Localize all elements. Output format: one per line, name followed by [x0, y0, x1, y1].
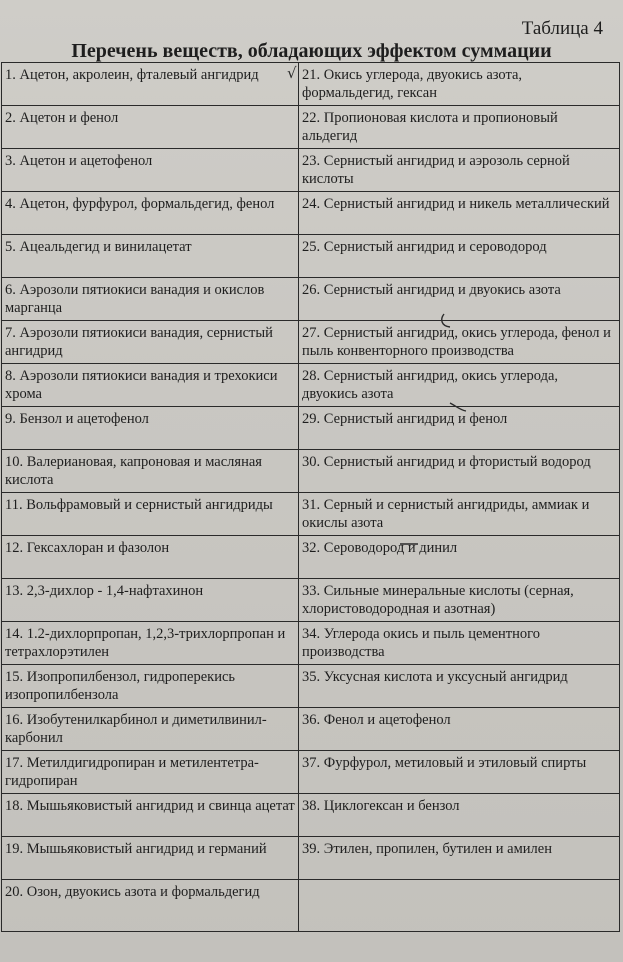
table-cell-left: 20. Озон, двуокись азота и формальдегид [2, 880, 299, 932]
table-cell-left: 9. Бензол и ацетофенол [2, 407, 299, 450]
table-cell-right: 37. Фурфурол, метиловый и этиловый спирты [299, 751, 620, 794]
table-row [2, 321, 620, 364]
pencil-check-mark: √ [287, 64, 297, 82]
table-cell-right: 28. Сернистый ангидрид, окись углерода, двуокись азота [299, 364, 620, 407]
table-cell-right: 27. Сернистый ангидрид, окись углерода, фенол и пыль конвенторного производства [299, 321, 620, 364]
table-cell-left: 11. Вольфрамовый и сернистый ангидриды [2, 493, 299, 536]
table-row [2, 751, 620, 794]
table-cell-right: 33. Сильные минеральные кислоты (серная, хлористоводородная и азотная) [299, 579, 620, 622]
table-cell-left: 5. Ацеальдегид и винилацетат [2, 235, 299, 278]
table-cell-right: 36. Фенол и ацетофенол [299, 708, 620, 751]
table-cell-left: 6. Аэрозоли пятиокиси ванадия и окислов марганца [2, 278, 299, 321]
pencil-dash-mark [398, 540, 422, 548]
table-row [2, 278, 620, 321]
table-row [2, 579, 620, 622]
table-row [2, 837, 620, 880]
table-cell-left: 8. Аэрозоли пятиокиси ванадия и трехокиси хрома [2, 364, 299, 407]
table-row [2, 708, 620, 751]
table-cell-right: 30. Сернистый ангидрид и фтористый водород [299, 450, 620, 493]
table-cell-right: 31. Серный и сернистый ангидриды, аммиак и окислы азота [299, 493, 620, 536]
table-cell-left: 2. Ацетон и фенол [2, 106, 299, 149]
table-row [2, 63, 620, 106]
table-cell-right: 32. Сероводород и динил [299, 536, 620, 579]
table-number: Таблица 4 [521, 18, 603, 39]
table-cell-left: 16. Изобутенилкарбинол и диметилвинил-карбонил [2, 708, 299, 751]
table-row [2, 794, 620, 837]
table-cell-left: 12. Гексахлоран и фазолон [2, 536, 299, 579]
substances-table [1, 62, 620, 932]
table-row [2, 149, 620, 192]
table-cell-right: 25. Сернистый ангидрид и сероводород [299, 235, 620, 278]
table-cell-right: 29. Сернистый ангидрид и фенол [299, 407, 620, 450]
table-row [2, 622, 620, 665]
table-cell-left: 13. 2,3-дихлор - 1,4-нафтахинон [2, 579, 299, 622]
table-row [2, 106, 620, 149]
table-cell-left: 1. Ацетон, акролеин, фталевый ангидрид [2, 63, 299, 106]
table-cell-left: 14. 1.2-дихлорпропан, 1,2,3-трихлорпропан и тетрахлорэтилен [2, 622, 299, 665]
table-cell-left: 18. Мышьяковистый ангидрид и свинца ацетат [2, 794, 299, 837]
table-cell-right: 22. Пропионовая кислота и пропионовый альдегид [299, 106, 620, 149]
table-cell-left: 15. Изопропилбензол, гидроперекись изопропилбензола [2, 665, 299, 708]
table-row [2, 450, 620, 493]
table-cell-left: 3. Ацетон и ацетофенол [2, 149, 299, 192]
table-row [2, 235, 620, 278]
pencil-scribble-mark [438, 312, 458, 330]
table-cell-left: 4. Ацетон, фурфурол, формальдегид, фенол [2, 192, 299, 235]
table-cell-right: 26. Сернистый ангидрид и двуокись азота [299, 278, 620, 321]
table-cell-right: 24. Сернистый ангидрид и никель металлический [299, 192, 620, 235]
table-row [2, 364, 620, 407]
table-row [2, 880, 620, 932]
table-row [2, 407, 620, 450]
table-cell-right: 23. Сернистый ангидрид и аэрозоль серной кислоты [299, 149, 620, 192]
table-title: Перечень веществ, обладающих эффектом суммации [71, 40, 552, 62]
table-cell-left: 19. Мышьяковистый ангидрид и германий [2, 837, 299, 880]
table-cell-right: 35. Уксусная кислота и уксусный ангидрид [299, 665, 620, 708]
table-row [2, 536, 620, 579]
table-row [2, 665, 620, 708]
table-cell-left: 10. Валериановая, капроновая и масляная кислота [2, 450, 299, 493]
table-cell-right: 39. Этилен, пропилен, бутилен и амилен [299, 837, 620, 880]
pencil-tick-mark [448, 400, 470, 414]
table-cell-right: 34. Углерода окись и пыль цементного производства [299, 622, 620, 665]
table-cell-left: 17. Метилдигидропиран и метилентетра-гидропиран [2, 751, 299, 794]
substances-table-body [2, 63, 620, 932]
table-row [2, 192, 620, 235]
table-cell-left: 7. Аэрозоли пятиокиси ванадия, сернистый ангидрид [2, 321, 299, 364]
table-cell-right [299, 880, 620, 932]
table-cell-right: 21. Окись углерода, двуокись азота, формальдегид, гексан [299, 63, 620, 106]
table-cell-right: 38. Циклогексан и бензол [299, 794, 620, 837]
table-row [2, 493, 620, 536]
